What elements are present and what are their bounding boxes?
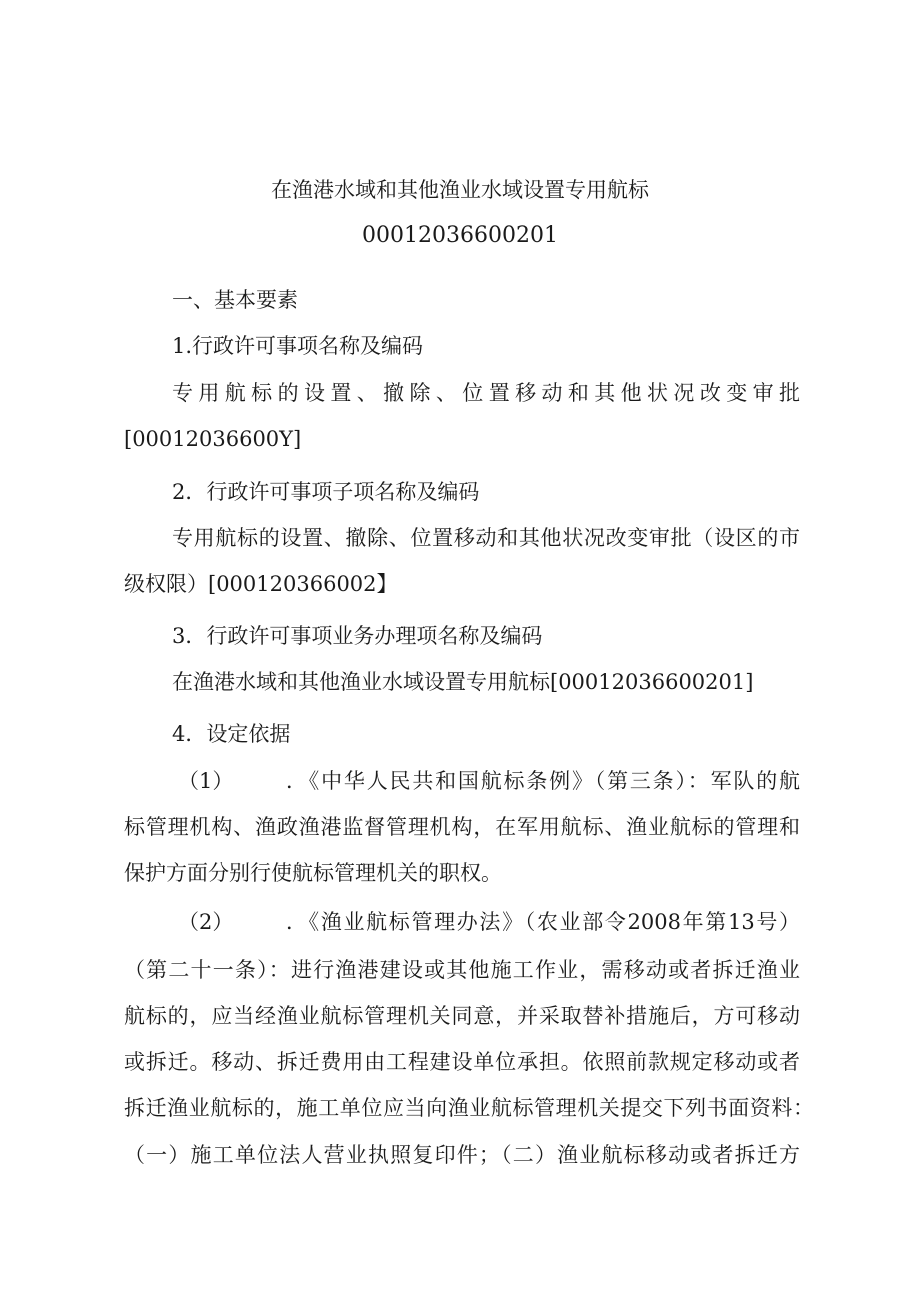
basis-2-text-line: （一）施工单位法人营业执照复印件；（二）渔业航标移动或者拆迁方 bbox=[124, 1143, 800, 1167]
basis-2-number: （2） bbox=[178, 910, 234, 934]
basis-2-text-line: （第二十一条）：进行渔港建设或其他施工作业，需移动或者拆迁渔业 bbox=[124, 958, 800, 982]
basis-1-number: （1） bbox=[178, 769, 234, 793]
item-1-text-line: 专用航标的设置、撤除、位置移动和其他状况改变审批 bbox=[172, 381, 800, 405]
basis-1-text-line: 保护方面分别行使航标管理机关的职权。 bbox=[124, 861, 502, 885]
section-heading: 一、基本要素 bbox=[172, 288, 298, 312]
item-2-heading: 2．行政许可事项子项名称及编码 bbox=[172, 480, 480, 504]
item-2-text-line: 专用航标的设置、撤除、位置移动和其他状况改变审批（设区的市 bbox=[172, 526, 800, 550]
document-code: 00012036600201 bbox=[362, 223, 558, 248]
basis-2-text-line: 或拆迁。移动、拆迁费用由工程建设单位承担。依照前款规定移动或者 bbox=[124, 1050, 800, 1074]
item-1-heading: 1.行政许可事项名称及编码 bbox=[172, 334, 424, 358]
item-3-heading: 3．行政许可事项业务办理项名称及编码 bbox=[172, 624, 543, 648]
basis-1-text-line: 标管理机构、渔政渔港监督管理机构，在军用航标、渔业航标的管理和 bbox=[124, 815, 800, 839]
item-1-code: [00012036600Y] bbox=[124, 427, 302, 451]
item-4-heading: 4．设定依据 bbox=[172, 722, 291, 746]
basis-2-text-line: ．《渔业航标管理办法》（农业部令2008年第13号） bbox=[286, 910, 800, 934]
basis-2-text-line: 航标的，应当经渔业航标管理机关同意，并采取替补措施后，方可移动 bbox=[124, 1004, 800, 1028]
item-2-text-line: 级权限）[000120366002】 bbox=[124, 572, 398, 596]
basis-1-text-line: ．《中华人民共和国航标条例》（第三条）：军队的航 bbox=[286, 769, 800, 793]
document-title: 在渔港水域和其他渔业水域设置专用航标 bbox=[271, 178, 649, 202]
item-3-text-line: 在渔港水域和其他渔业水域设置专用航标[00012036600201] bbox=[172, 670, 754, 694]
basis-2-text-line: 拆迁渔业航标的，施工单位应当向渔业航标管理机关提交下列书面资料： bbox=[124, 1096, 814, 1120]
